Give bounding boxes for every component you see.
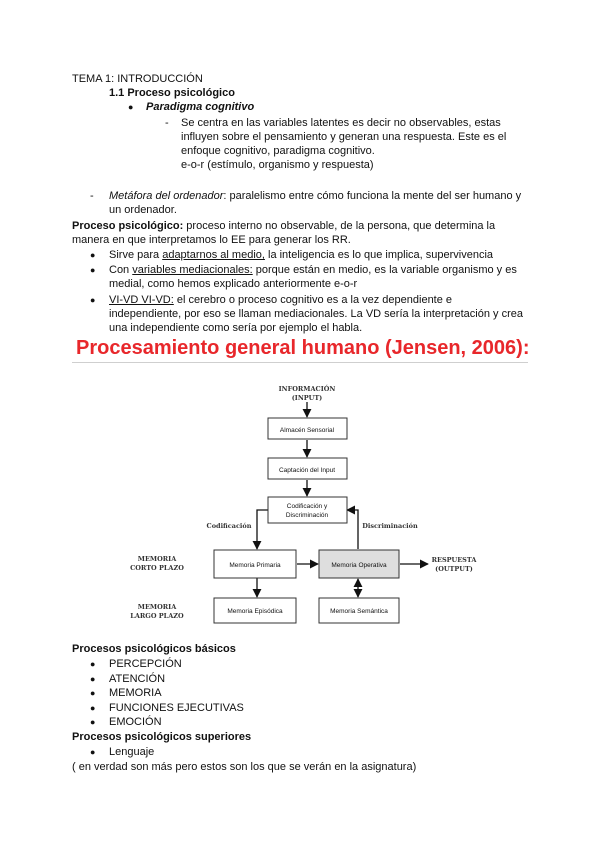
- metafora-line-2: un ordenador.: [109, 204, 177, 216]
- bullet-text-line: una independiente como sería por ejemplo el habla.: [109, 322, 363, 334]
- bullet-icon: ●: [128, 102, 134, 112]
- bullet-icon: ●: [90, 747, 96, 757]
- paradigm-desc-line: e-o-r (estímulo, organismo y respuesta): [181, 159, 374, 171]
- bullet-text-line: independiente, por eso se llaman mediacionales. La VD sería la interpretación y crea: [109, 308, 523, 320]
- captacion-label: Captación del Input: [278, 467, 336, 474]
- bullet-text: porque están en medio, es la variable organismo y es: [252, 264, 517, 276]
- operativa-label: Memoria Operativa: [331, 562, 387, 569]
- arrow-codif-primaria: [257, 510, 268, 549]
- bullet-icon: ●: [90, 688, 96, 698]
- bullet-text: Sirve para: [109, 249, 163, 261]
- bullet-icon: ●: [90, 674, 96, 684]
- arrow-operativa-codif: [347, 510, 358, 549]
- dash-icon: -: [165, 117, 169, 129]
- bullet-icon: ●: [90, 265, 96, 275]
- list-item: EMOCIÓN: [109, 716, 162, 728]
- almacen-label: Almacén Sensorial: [279, 427, 335, 434]
- list-item: Lenguaje: [109, 746, 155, 758]
- primaria-label: Memoria Primaria: [229, 562, 281, 569]
- list-item: ATENCIÓN: [109, 673, 166, 685]
- paradigm-desc-line: influyen sobre el pensamiento y generan una respuesta. Este es el: [181, 131, 507, 143]
- bullet-icon: ●: [90, 295, 96, 305]
- bullet-icon: ●: [90, 717, 96, 727]
- episodica-label: Memoria Episódica: [227, 608, 283, 615]
- underlined-term: variables mediacionales:: [132, 264, 253, 276]
- section-heading: 1.1 Proceso psicológico: [109, 87, 235, 99]
- basicos-heading: Procesos psicológicos básicos: [72, 643, 236, 655]
- underlined-term: VI-VD VI-VD:: [109, 294, 174, 306]
- bullet-text-line: medial, como hemos explicado anteriormente e-o-r: [109, 278, 358, 290]
- footnote: ( en verdad son más pero estos son los que se verán en la asignatura): [72, 761, 417, 773]
- codif-label-2: Discriminación: [285, 512, 329, 519]
- bullet-text: el cerebro o proceso cognitivo es a la vez dependiente e: [173, 294, 453, 306]
- proceso-text: proceso interno no observable, de la persona, que determina la: [183, 220, 496, 232]
- list-item: PERCEPCIÓN: [109, 658, 182, 670]
- dash-icon: -: [90, 190, 94, 202]
- list-item: MEMORIA: [109, 687, 162, 699]
- metafora-text: : paralelismo entre cómo funciona la mente del ser humano y: [223, 190, 522, 202]
- proceso-term: Proceso psicológico:: [72, 220, 184, 232]
- respuesta-label-1: RESPUESTA: [431, 556, 477, 564]
- input-label-1: INFORMACIÓN: [278, 385, 336, 393]
- codif-label-1: Codificación y: [286, 503, 328, 510]
- mem-largo-label-1: MEMORIA: [137, 603, 177, 611]
- bullet-text: Con: [109, 264, 133, 276]
- discriminacion-side-label: Discriminación: [362, 522, 418, 530]
- paradigm-desc-line: Se centra en las variables latentes es decir no observables, estas: [181, 117, 501, 129]
- mem-corto-label-1: MEMORIA: [137, 555, 177, 563]
- paradigm-heading: Paradigma cognitivo: [146, 101, 255, 113]
- list-item: FUNCIONES EJECUTIVAS: [109, 702, 244, 714]
- bullet-icon: ●: [90, 703, 96, 713]
- tema-heading: TEMA 1: INTRODUCCIÓN: [72, 73, 203, 85]
- respuesta-label-2: (OUTPUT): [435, 565, 473, 573]
- codificacion-side-label: Codificación: [206, 522, 252, 530]
- metafora-term: Metáfora del ordenador: [109, 190, 224, 202]
- input-label-2: (INPUT): [291, 394, 323, 402]
- underlined-term: adaptarnos al medio,: [162, 249, 265, 261]
- proceso-line-2: manera en que interpretamos lo EE para generar los RR.: [72, 234, 351, 246]
- bullet-icon: ●: [90, 250, 96, 260]
- mem-corto-label-2: CORTO PLAZO: [130, 564, 184, 572]
- mem-largo-label-2: LARGO PLAZO: [130, 612, 184, 620]
- codificacion-box: [268, 497, 347, 523]
- bullet-text: la inteligencia es lo que implica, supervivencia: [264, 249, 494, 261]
- bullet-icon: ●: [90, 659, 96, 669]
- paradigm-desc-line: enfoque cognitivo, paradigma cognitivo.: [181, 145, 375, 157]
- semantica-label: Memoria Semántica: [330, 608, 388, 615]
- superiores-heading: Procesos psicológicos superiores: [72, 731, 252, 743]
- diagram-title: Procesamiento general humano (Jensen, 2006):: [76, 337, 530, 359]
